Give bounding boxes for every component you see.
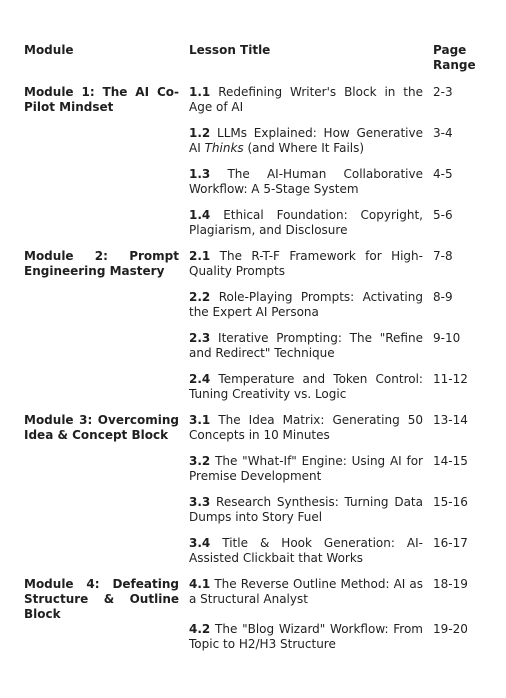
page-range-cell: 13-14 xyxy=(433,413,468,427)
page-range-cell: 7-8 xyxy=(433,249,453,263)
lesson-title: Research Synthesis: Turning Data Dumps into Story Fuel xyxy=(189,495,423,524)
lesson-number: 1.4 xyxy=(189,208,211,222)
lesson-title: Role-Playing Prompts: Activating the Expert AI Persona xyxy=(189,290,423,319)
page-range-cell: 15-16 xyxy=(433,495,468,509)
module-cell xyxy=(24,126,189,167)
lesson-number: 3.4 xyxy=(189,536,211,550)
lesson-cell xyxy=(189,126,433,167)
lesson-number: 3.2 xyxy=(189,454,211,468)
lesson-cell xyxy=(189,454,433,495)
table-row xyxy=(24,536,474,577)
lesson-number: 4.1 xyxy=(189,577,211,591)
lesson-number: 2.1 xyxy=(189,249,211,263)
lesson-title: Iterative Prompting: The "Refine and Redirect" Technique xyxy=(189,331,423,360)
lesson-cell xyxy=(189,249,433,290)
page-range-cell: 11-12 xyxy=(433,372,468,386)
module-cell: Module 3: Overcoming Idea & Concept Block xyxy=(24,413,179,442)
lesson-cell xyxy=(189,208,433,249)
module-cell: Module 1: The AI Co-Pilot Mindset xyxy=(24,85,179,114)
table-row xyxy=(24,413,474,454)
lesson-cell xyxy=(189,413,433,454)
course-outline-table xyxy=(24,43,474,663)
lesson-title: Ethical Foundation: Copyright, Plagiarism, and Disclosure xyxy=(189,208,423,237)
page-range-cell: 8-9 xyxy=(433,290,453,304)
table-row xyxy=(24,290,474,331)
module-cell: Module 2: Prompt Engineering Mastery xyxy=(24,249,179,278)
table-row xyxy=(24,622,474,663)
lesson-title: The "What-If" Engine: Using AI for Premise Development xyxy=(189,454,423,483)
page-range-cell: 19-20 xyxy=(433,622,468,636)
module-cell xyxy=(24,372,189,413)
table-row xyxy=(24,454,474,495)
lesson-number: 3.1 xyxy=(189,413,211,427)
lesson-number: 2.4 xyxy=(189,372,211,386)
page-range-cell: 14-15 xyxy=(433,454,468,468)
lesson-number: 1.1 xyxy=(189,85,211,99)
lesson-cell xyxy=(189,290,433,331)
lesson-cell xyxy=(189,85,433,126)
page-range-cell: 2-3 xyxy=(433,85,453,99)
module-cell xyxy=(24,331,189,372)
header-module: Module xyxy=(24,43,74,57)
lesson-title: The Reverse Outline Method: AI as a Structural Analyst xyxy=(189,577,423,606)
lesson-title: The Idea Matrix: Generating 50 Concepts in 10 Minutes xyxy=(189,413,423,442)
lesson-cell xyxy=(189,622,433,663)
module-cell xyxy=(24,622,189,663)
module-cell xyxy=(24,208,189,249)
table-row xyxy=(24,167,474,208)
module-cell xyxy=(24,495,189,536)
page-range-cell: 9-10 xyxy=(433,331,461,345)
lesson-title: The AI-Human Collaborative Workflow: A 5-Stage System xyxy=(189,167,423,196)
lesson-cell xyxy=(189,372,433,413)
table-row xyxy=(24,126,474,167)
module-cell xyxy=(24,454,189,495)
lesson-number: 3.3 xyxy=(189,495,211,509)
page-range-cell: 5-6 xyxy=(433,208,453,222)
table-row xyxy=(24,208,474,249)
header-lesson-title: Lesson Title xyxy=(189,43,271,57)
page-range-cell: 4-5 xyxy=(433,167,453,181)
table-body xyxy=(24,85,474,663)
header-page-range: Page Range xyxy=(433,43,476,72)
table-row xyxy=(24,495,474,536)
module-cell xyxy=(24,290,189,331)
lesson-cell xyxy=(189,577,433,622)
lesson-title: Title & Hook Generation: AI-Assisted Clickbait that Works xyxy=(189,536,423,565)
table-row xyxy=(24,577,474,622)
lesson-cell xyxy=(189,167,433,208)
lesson-number: 4.2 xyxy=(189,622,211,636)
table-row xyxy=(24,372,474,413)
lesson-cell xyxy=(189,536,433,577)
table-header-row xyxy=(24,43,474,85)
lesson-number: 2.2 xyxy=(189,290,211,304)
module-cell: Module 4: Defeating Structure & Outline Block xyxy=(24,577,179,621)
module-cell xyxy=(24,536,189,577)
lesson-title: The "Blog Wizard" Workflow: From Topic to H2/H3 Structure xyxy=(189,622,423,651)
module-cell xyxy=(24,167,189,208)
table-row xyxy=(24,249,474,290)
page-range-cell: 18-19 xyxy=(433,577,468,591)
lesson-title: Redefining Writer's Block in the Age of AI xyxy=(189,85,423,114)
lesson-title: LLMs Explained: How Generative AI Thinks (and Where It Fails) xyxy=(189,126,423,155)
lesson-number: 1.2 xyxy=(189,126,211,140)
lesson-title: Temperature and Token Control: Tuning Creativity vs. Logic xyxy=(189,372,423,401)
table-row xyxy=(24,331,474,372)
lesson-number: 1.3 xyxy=(189,167,211,181)
lesson-title: The R-T-F Framework for High-Quality Prompts xyxy=(189,249,423,278)
lesson-number: 2.3 xyxy=(189,331,211,345)
table-row xyxy=(24,85,474,126)
lesson-cell xyxy=(189,331,433,372)
lesson-cell xyxy=(189,495,433,536)
page-range-cell: 3-4 xyxy=(433,126,453,140)
page-range-cell: 16-17 xyxy=(433,536,468,550)
